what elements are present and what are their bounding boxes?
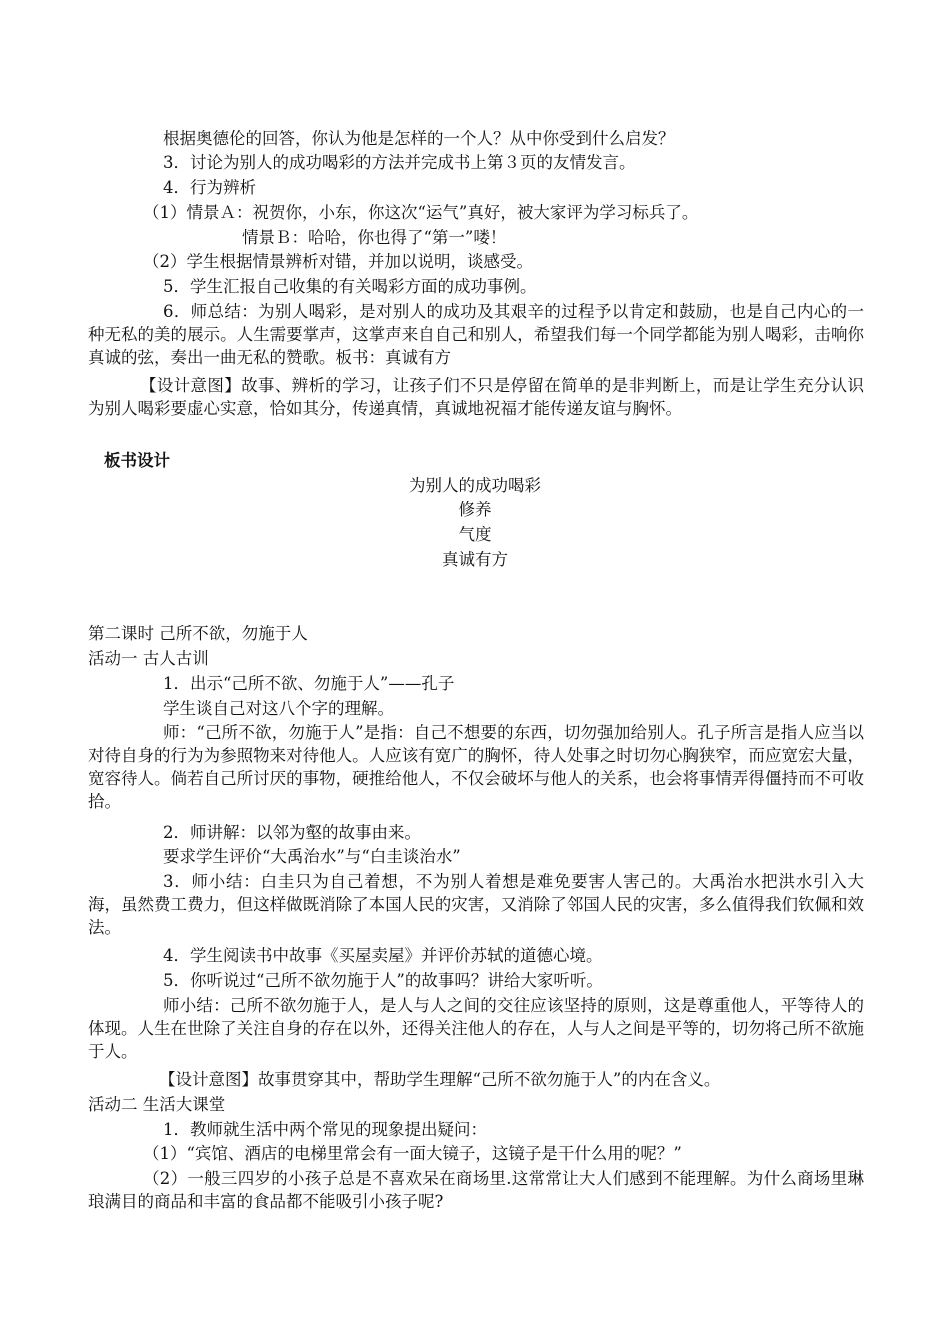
students-discuss: 学生谈自己对这八个字的理解。 xyxy=(163,699,394,718)
item-6-summary: 6．师总结：为别人喝彩，是对别人的成功及其艰辛的过程予以肯定和鼓励，也是自己内心的一种无私的美的展示。人生需要掌声，这掌声来自自己和别人，希望我们每一个同学都能为别人喝彩，击响你真诚的弦，奏出一曲无私的赞歌。板书：真诚有方 xyxy=(88,302,864,367)
item-3: 3．讨论为别人的成功喝彩的方法并完成书上第３页的友情发言。 xyxy=(163,153,636,172)
scene-b: 情景Ｂ：哈哈，你也得了“第一”喽！ xyxy=(242,228,507,247)
board-heading: 板书设计 xyxy=(104,451,170,470)
design-intent: 【设计意图】故事、辨析的学习，让孩子们不只是停留在简单的是非判断上，而是让学生充分认识为别人喝彩要虚心实意，恰如其分，传递真情，真诚地祝福才能传递友谊与胸怀。 xyxy=(88,376,864,418)
activity-1-intent: 【设计意图】故事贯穿其中，帮助学生理解“己所不欲勿施于人”的内在含义。 xyxy=(159,1070,721,1089)
activity-1-item-4: 4．学生阅读书中故事《买屋卖屋》并评价苏轼的道德心境。 xyxy=(163,946,603,965)
activity-2-item-1: 1．教师就生活中两个常见的现象提出疑问： xyxy=(163,1120,487,1139)
scene-a: （1）情景Ａ：祝贺你，小东，你这次“运气”真好，被大家评为学习标兵了。 xyxy=(143,203,699,222)
question-line: 根据奥德伦的回答，你认为他是怎样的一个人？从中你受到什么启发？ xyxy=(163,129,675,148)
item-4: 4．行为辨析 xyxy=(163,178,256,197)
item-5: 5．学生汇报自己收集的有关喝彩方面的成功事例。 xyxy=(163,277,537,296)
evaluate-request: 要求学生评价“大禹治水”与“白圭谈治水” xyxy=(163,847,461,866)
activity-1-item-2: 2．师讲解：以邻为壑的故事由来。 xyxy=(163,823,421,842)
activity-2-heading: 活动二 生活大课堂 xyxy=(88,1095,226,1114)
activity-1-item-3: 3．师小结：白圭只为自己着想，不为别人着想是难免要害人害己的。大禹治水把洪水引入大海，虽然费工费力，但这样做既消除了本国人民的灾害，又消除了邻国人民的灾害，多么值得我们钦佩和效法。 xyxy=(88,872,864,937)
activity-1-item-5: 5．你听说过“己所不欲勿施于人”的故事吗？讲给大家听听。 xyxy=(163,971,603,990)
lesson-title: 第二课时 己所不欲，勿施于人 xyxy=(88,624,308,643)
board-line-2: 气度 xyxy=(458,525,492,544)
board-title: 为别人的成功喝彩 xyxy=(409,476,541,495)
question-2: （2）一般三四岁的小孩子总是不喜欢呆在商场里.这常常让大人们感到不能理解。为什么商场里琳琅满目的商品和丰富的食品都不能吸引小孩子呢? xyxy=(88,1169,864,1211)
activity-1-item-1: 1．出示“己所不欲、勿施于人”——孔子 xyxy=(163,674,455,693)
item-judge: （2）学生根据情景辨析对错，并加以说明，谈感受。 xyxy=(143,252,533,271)
teacher-summary: 师小结：己所不欲勿施于人，是人与人之间的交往应该坚持的原则，这是尊重他人，平等待人的体现。人生在世除了关注自身的存在以外，还得关注他人的存在，人与人之间是平等的，切勿将己所不欲施于人。 xyxy=(88,996,864,1061)
board-line-1: 修养 xyxy=(458,500,492,519)
question-1: （1）“宾馆、酒店的电梯里常会有一面大镜子，这镜子是干什么用的呢？” xyxy=(143,1144,682,1163)
board-line-3: 真诚有方 xyxy=(442,550,508,569)
activity-1-heading: 活动一 古人古训 xyxy=(88,649,209,668)
teacher-explanation: 师：“己所不欲，勿施于人”是指：自己不想要的东西，切勿强加给别人。孔子所言是指人应当以对待自身的行为为参照物来对待他人。人应该有宽广的胸怀，待人处事之时切勿心胸狭窄，而应宽宏大量，宽容待人。倘若自己所讨厌的事物，硬推给他人，不仅会破坏与他人的关系，也会将事情弄得僵持而不可收拾。 xyxy=(88,723,864,811)
